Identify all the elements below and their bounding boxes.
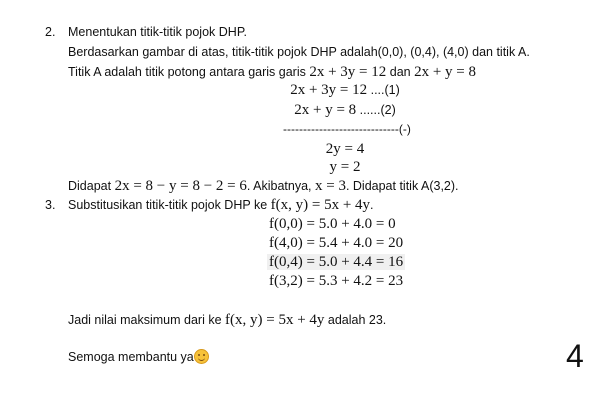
equation: f(0,0) = 5.0 + 4.0 = 0 (269, 216, 396, 232)
equation: 2x + y = 8 (414, 64, 476, 80)
equation: 2x + 3y = 12 (309, 64, 387, 80)
text: adalah 23. (324, 313, 387, 327)
equation: 2x = 8 − y = 8 − 2 = 6 (114, 178, 247, 194)
text: Didapat (68, 179, 115, 193)
result-2 (0, 158, 600, 176)
text: Titik A adalah titik potong antara garis garis (68, 65, 310, 79)
equation: f(x, y) = 5x + 4y (225, 312, 325, 328)
equation-1 (0, 81, 600, 99)
subtraction-separator: -----------------------------(-) (283, 122, 411, 136)
evaluation-row (269, 272, 403, 290)
equation: 2x + y = 8 (294, 102, 357, 118)
item-2-line2 (68, 63, 476, 81)
equation: f(3,2) = 5.3 + 4.2 = 23 (269, 273, 404, 289)
equation-tag: ....(1) (367, 83, 400, 97)
item-3-number: 3. (45, 198, 56, 212)
equation: f(4,0) = 5.4 + 4.0 = 20 (269, 235, 404, 251)
text: . Didapat titik A(3,2). (345, 179, 459, 193)
item-2-number: 2. (45, 25, 56, 39)
evaluation-row-highlighted (267, 253, 405, 271)
equation-tag: ......(2) (356, 103, 396, 117)
smiley-emoji-icon (194, 349, 209, 364)
closing-text: Semoga membantu ya (68, 350, 194, 364)
closing-line (68, 348, 209, 366)
text: Jadi nilai maksimum dari ke (68, 313, 225, 327)
equation: 2y = 4 (325, 141, 365, 157)
equation: x = 3 (314, 178, 346, 194)
evaluation-row (269, 234, 403, 252)
equation-2 (0, 101, 600, 119)
page-number: 4 (566, 338, 584, 374)
item-2-conclusion (68, 177, 459, 195)
equation: f(x, y) = 5x + 4y (270, 197, 371, 213)
text: . Akibatnya, (246, 179, 315, 193)
evaluation-row (269, 215, 396, 233)
item-2-title: Menentukan titik-titik pojok DHP. (68, 25, 248, 39)
text: Substitusikan titik-titik pojok DHP ke (68, 198, 271, 212)
item-3-title (68, 196, 374, 214)
text: dan (386, 65, 415, 79)
equation: f(0,4) = 5.0 + 4.4 = 16 (269, 254, 404, 270)
final-conclusion (68, 311, 386, 329)
item-2-line1: Berdasarkan gambar di atas, titik-titik pojok DHP adalah(0,0), (0,4), (4,0) dan titik A. (68, 45, 530, 59)
text: . (370, 198, 374, 212)
equation: y = 2 (329, 159, 361, 175)
result-1 (0, 140, 600, 158)
equation: 2x + 3y = 12 (290, 82, 368, 98)
